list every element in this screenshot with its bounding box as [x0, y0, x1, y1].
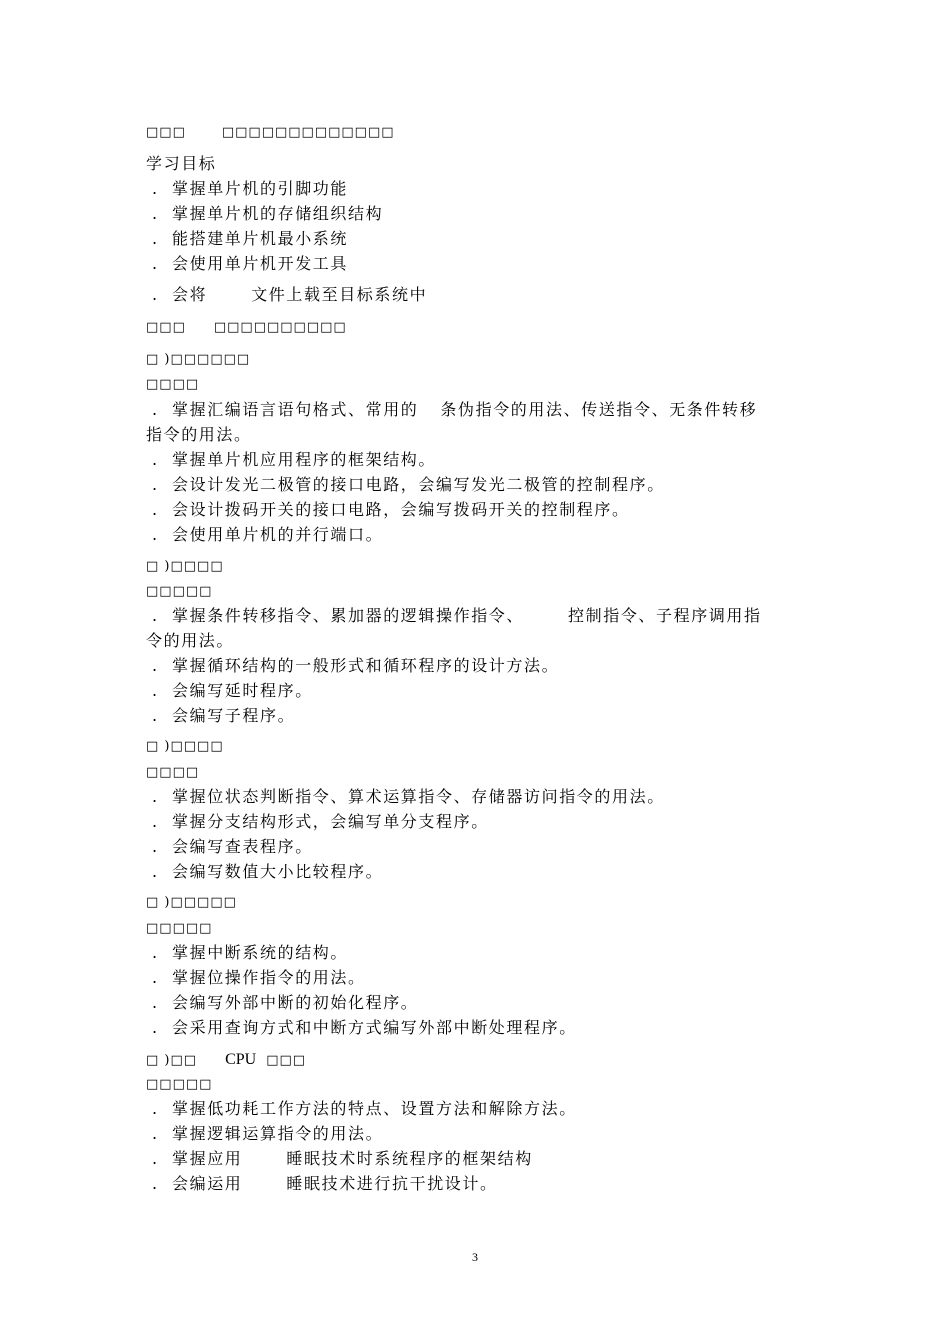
list-item: . 会编写外部中断的初始化程序。 — [152, 993, 419, 1012]
block-subtitle: □□□□□ — [146, 921, 213, 936]
list-item: . 会采用查询方式和中断方式编写外部中断处理程序。 — [152, 1018, 577, 1037]
section-heading — [146, 318, 347, 338]
list-item: . 会使用单片机开发工具 — [152, 254, 349, 273]
list-item: . 掌握汇编语言语句格式、常用的 条伪指令的用法、传送指令、无条件转移 — [152, 400, 758, 419]
heading-number: □□□ — [146, 320, 186, 335]
block-subtitle: □□□□□ — [146, 1077, 213, 1092]
list-item: . 会编写延时程序。 — [152, 681, 313, 700]
list-item-continuation: 指令的用法。 — [146, 425, 252, 444]
list-item: . 掌握单片机的存储组织结构 — [152, 204, 384, 223]
list-item: . 掌握分支结构形式，会编写单分支程序。 — [152, 812, 489, 831]
block-title: □ )□□□□ — [146, 559, 224, 574]
list-item: . 掌握位状态判断指令、算术运算指令、存储器访问指令的用法。 — [152, 787, 665, 806]
list-item: . 会设计发光二极管的接口电路，会编写发光二极管的控制程序。 — [152, 475, 665, 494]
block-title: □ )□□□□□ — [146, 895, 237, 910]
list-item: . 掌握单片机应用程序的框架结构。 — [152, 450, 437, 469]
block-subtitle: □□□□ — [146, 377, 200, 392]
list-item-continuation: 令的用法。 — [146, 631, 235, 650]
list-item: . 掌握位操作指令的用法。 — [152, 968, 366, 987]
page-number: 3 — [472, 1250, 478, 1264]
list-item: . 会将 文件上载至目标系统中 — [152, 285, 428, 304]
list-item: . 掌握中断系统的结构。 — [152, 943, 349, 962]
heading-text: □□□□□□□□□□ — [213, 320, 347, 335]
list-item: . 会编运用 睡眠技术进行抗干扰设计。 — [152, 1174, 498, 1193]
goals-title: 学习目标 — [146, 154, 217, 173]
list-item: . 会编写子程序。 — [152, 706, 296, 725]
heading-number: □□□ — [146, 125, 186, 140]
list-item: . 掌握逻辑运算指令的用法。 — [152, 1124, 384, 1143]
list-item: . 会编写查表程序。 — [152, 837, 313, 856]
block-subtitle: □□□□□ — [146, 584, 213, 599]
section-heading — [146, 123, 395, 143]
list-item: . 掌握循环结构的一般形式和循环程序的设计方法。 — [152, 656, 560, 675]
list-item: . 能搭建单片机最小系统 — [152, 229, 349, 248]
list-item: . 掌握单片机的引脚功能 — [152, 179, 349, 198]
list-item: . 掌握条件转移指令、累加器的逻辑操作指令、 控制指令、子程序调用指 — [152, 606, 762, 625]
block-title: □ )□□ CPU □□□ — [146, 1051, 307, 1068]
block-title: □ )□□□□ — [146, 739, 224, 754]
heading-text: □□□□□□□□□□□□□ — [221, 125, 395, 140]
list-item: . 掌握应用 睡眠技术时系统程序的框架结构 — [152, 1149, 533, 1168]
list-item: . 掌握低功耗工作方法的特点、设置方法和解除方法。 — [152, 1099, 577, 1118]
list-item: . 会编写数值大小比较程序。 — [152, 862, 384, 881]
list-item: . 会设计拨码开关的接口电路，会编写拨码开关的控制程序。 — [152, 500, 630, 519]
block-subtitle: □□□□ — [146, 765, 200, 780]
list-item: . 会使用单片机的并行端口。 — [152, 525, 384, 544]
block-title: □ )□□□□□□ — [146, 352, 251, 367]
